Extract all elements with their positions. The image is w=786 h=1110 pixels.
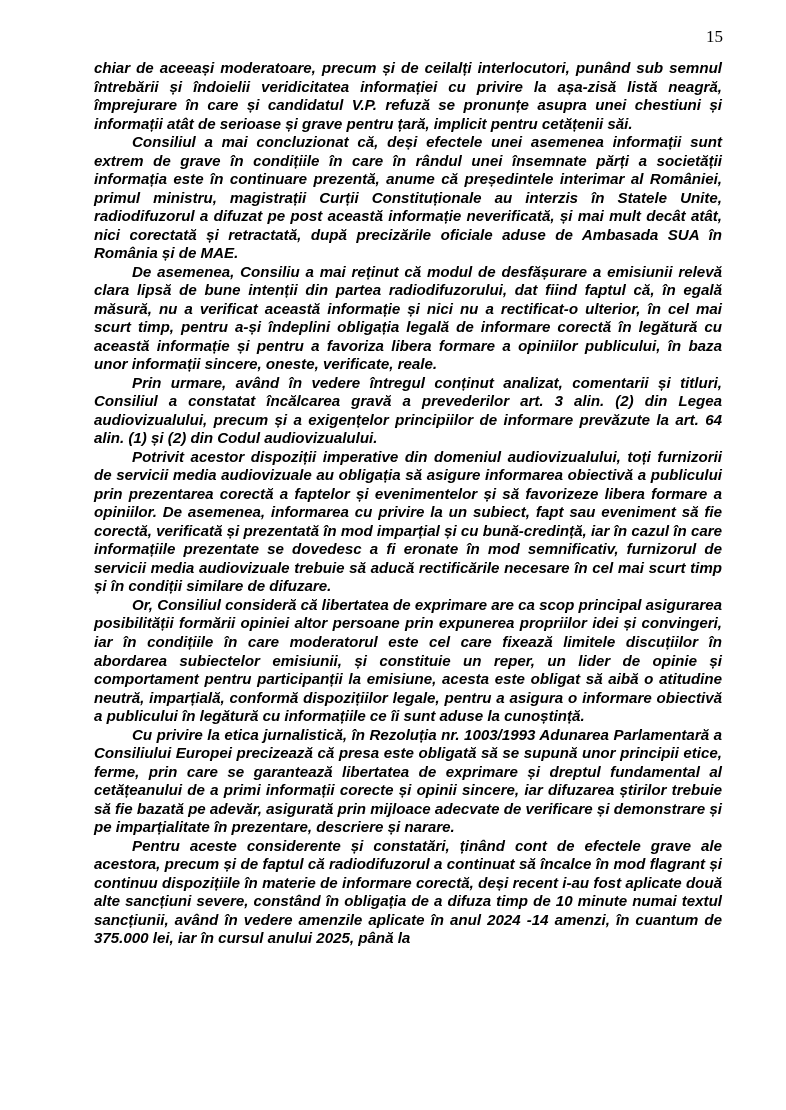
paragraph-prin-urmare: Prin urmare, având în vedere întregul conținut analizat, comentarii și titluri, Consiliul a constatat încălcarea gravă a prevederilor art. 3 alin. (2) din Legea audiovizualului, precum și a exigențelor principiilor de informare prevăzute la art. 64 alin. (1) și (2) din Codul audiovizualului. [94,374,722,448]
paragraph-potrivit: Potrivit acestor dispoziții imperative din domeniul audiovizualului, toți furnizorii de servicii media audiovizuale au obligația să asigure informarea obiectivă a publicului prin prezentarea corectă a faptelor și evenimentelor și să favorizeze libera formare a opiniilor. De asemenea, informarea cu privire la un subiect, fapt sau eveniment să fie corectă, verificată și prezentată în mod imparțial și cu bună-credință, iar în cazul în care informațiile prezentate se dovedesc a fi eronate în mod semnificativ, furnizorul de servicii media audiovizuale trebuie să aducă rectificările necesare în cel mai scurt timp și în condiții similare de difuzare. [94,448,722,596]
paragraph-pentru-aceste: Pentru aceste considerente și constatări, ținând cont de efectele grave ale acestora, precum și de faptul că radiodifuzorul a continuat să încalce în mod flagrant și continuu dispozițiile în materie de informare corectă, deși recent i-au fost aplicate două alte sancțiuni severe, constând în obligația de a difuza timp de 10 minute numai textul sancțiunii, având în vedere amenzile aplicate în anul 2024 -14 amenzi, în cuantum de 375.000 lei, iar în cursul anului 2025, până la [94,837,722,948]
document-body [94,60,722,949]
paragraph-consiliul-concluzionat: Consiliul a mai concluzionat că, deși efectele unei asemenea informații sunt extrem de grave în condițiile în care în rândul unei însemnate părți a societății informația este în continuare prezentă, anume că președintele interimar al României, primul ministru, magistrații Curții Constituționale au interzis în Statele Unite, radiodifuzorul a difuzat pe post această informație neverificată, și mai mult decât atât, nici corectată și retractată, după precizările oficiale aduse de Ambasada SUA în România și de MAE. [94,134,722,263]
paragraph-de-asemenea: De asemenea, Consiliu a mai reținut că modul de desfășurare a emisiunii relevă clara lipsă de bune intenții din partea radiodifuzorului, dat fiind faptul că, în egală măsură, nu a verificat această informație și nici nu a rectificat-o ulterior, în cel mai scurt timp, pentru a-și îndeplini obligația legală de informare corectă în legătură cu această informație și pentru a favoriza libera formare a opiniilor publicului, în baza unor informații sincere, oneste, verificate, reale. [94,263,722,374]
paragraph-or-consiliul: Or, Consiliul consideră că libertatea de exprimare are ca scop principal asigurarea posibilității formării opiniei altor persoane prin expunerea propriilor idei și convingeri, iar în condițiile în care moderatorul este cel care fixează limitele discuțiilor în abordarea subiectelor emisiunii, și constituie un reper, un lider de opinie și comportament pentru participanții la emisiune, acesta este obligat să aibă o atitudine neutră, imparțială, conformă dispozițiilor legale, pentru a asigura o informare obiectivă a publicului în legătură cu informațiile ce îi sunt aduse la cunoștință. [94,596,722,726]
page-number: 15 [706,27,723,46]
paragraph-continuation: chiar de aceeași moderatoare, precum și de ceilalți interlocutori, punând sub semnul întrebării și îndoielii veridicitatea informației cu privire la așa-zisă listă neagră, împrejurare în care și candidatul V.P. refuză se pronunțe asupra unei chestiuni și informații atât de serioase și grave pentru țară, implicit pentru cetățenii săi. [94,60,722,133]
paragraph-etica-jurnalistica: Cu privire la etica jurnalistică, în Rezoluția nr. 1003/1993 Adunarea Parlamentară a Consiliului Europei precizează că presa este obligată să se supună unor principii etice, ferme, prin care se garantează libertatea de exprimare și dreptul fundamental al cetățeanului de a primi informații corecte și opinii sincere, iar difuzarea știrilor trebuie să fie bazată pe adevăr, asigurată prin mijloace adecvate de verificare și demonstrare și pe imparțialitate în prezentare, descriere și narare. [94,726,722,837]
